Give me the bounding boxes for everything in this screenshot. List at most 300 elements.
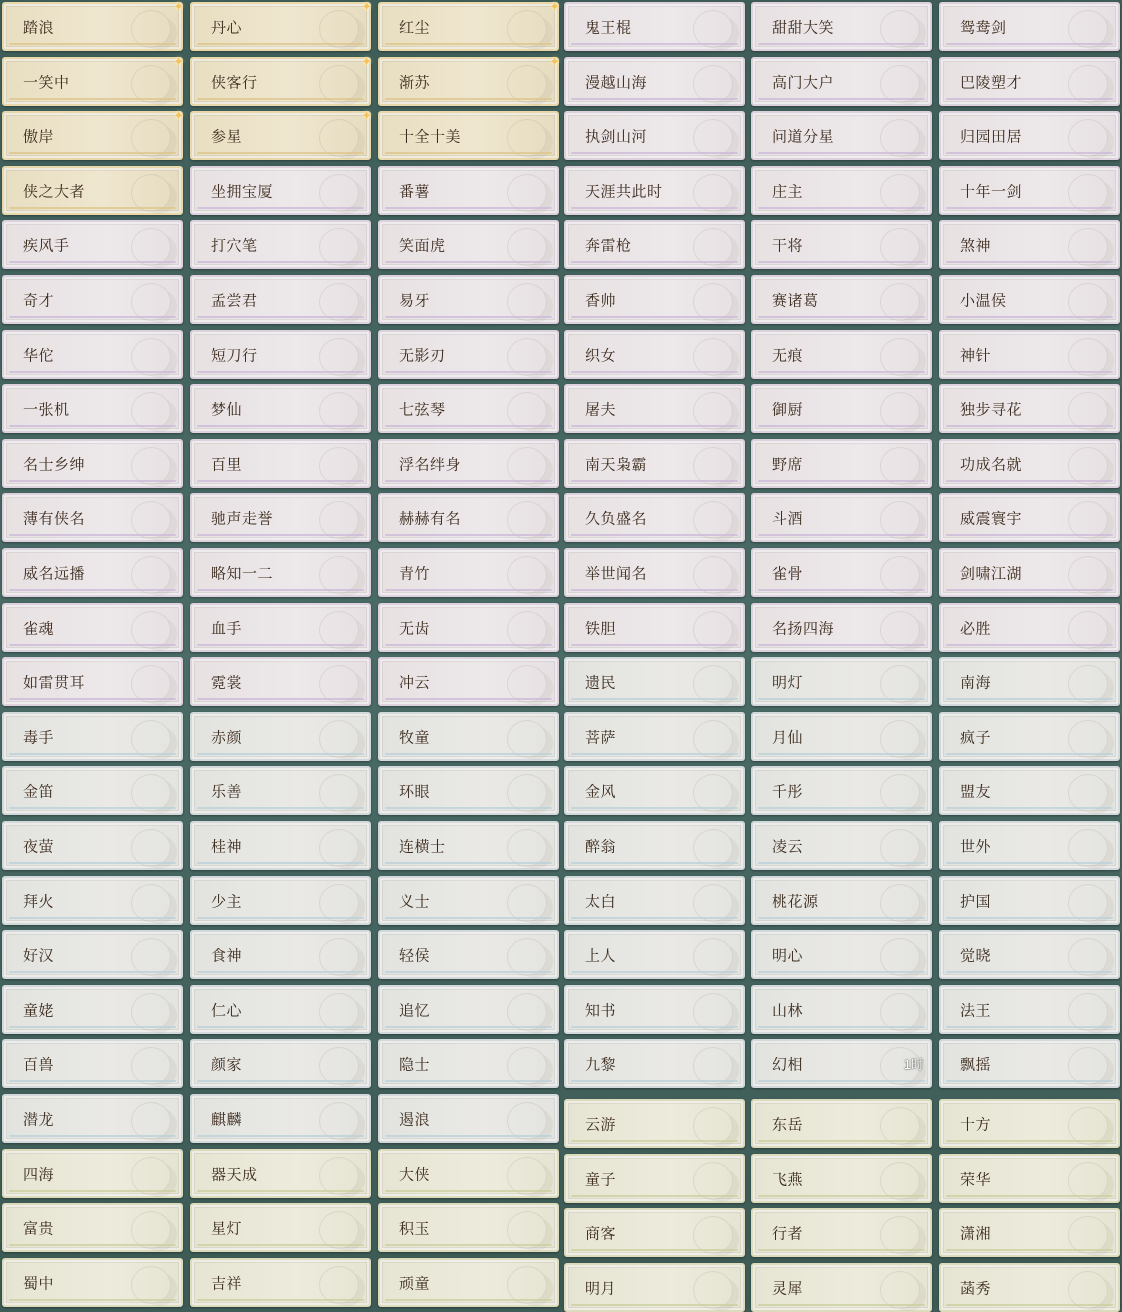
title-tile[interactable] bbox=[564, 876, 745, 925]
title-tile[interactable] bbox=[2, 985, 183, 1034]
title-name: 必胜 bbox=[960, 620, 992, 637]
title-tile[interactable] bbox=[2, 712, 183, 761]
title-tile[interactable] bbox=[2, 2, 183, 51]
title-tile[interactable] bbox=[939, 220, 1120, 269]
cloud-pattern-icon bbox=[507, 228, 547, 266]
title-tile[interactable] bbox=[564, 111, 745, 160]
title-name: 云游 bbox=[585, 1116, 617, 1133]
title-tile[interactable] bbox=[939, 930, 1120, 979]
title-tile[interactable] bbox=[939, 1099, 1120, 1148]
cloud-pattern-icon bbox=[507, 1047, 547, 1085]
title-name: 疯子 bbox=[960, 729, 992, 746]
title-tile[interactable] bbox=[751, 548, 932, 597]
title-tile[interactable] bbox=[190, 1258, 371, 1307]
title-name: 毒手 bbox=[23, 729, 55, 746]
title-name: 南天枭霸 bbox=[585, 456, 648, 473]
title-name: 赛诸葛 bbox=[772, 292, 819, 309]
title-name: 奇才 bbox=[23, 292, 55, 309]
title-name: 煞神 bbox=[960, 237, 992, 254]
cloud-pattern-icon bbox=[507, 65, 547, 103]
title-tile[interactable] bbox=[564, 275, 745, 324]
cloud-pattern-icon bbox=[880, 884, 920, 922]
title-tile[interactable] bbox=[751, 766, 932, 815]
title-tile[interactable] bbox=[190, 657, 371, 706]
cloud-pattern-icon bbox=[693, 10, 733, 48]
title-tile[interactable] bbox=[939, 985, 1120, 1034]
title-name: 乐善 bbox=[211, 783, 243, 800]
title-tile[interactable] bbox=[378, 2, 559, 51]
title-name: 小温侯 bbox=[960, 292, 1007, 309]
cloud-pattern-icon bbox=[693, 774, 733, 812]
title-name: 巴陵塑才 bbox=[960, 74, 1023, 91]
title-tile[interactable] bbox=[564, 1099, 745, 1148]
title-name: 一笑中 bbox=[23, 74, 70, 91]
title-name: 剑啸江湖 bbox=[960, 565, 1023, 582]
title-tile[interactable] bbox=[190, 1203, 371, 1252]
cloud-pattern-icon bbox=[880, 338, 920, 376]
title-tile[interactable] bbox=[751, 712, 932, 761]
cloud-pattern-icon bbox=[693, 65, 733, 103]
title-tile[interactable] bbox=[190, 548, 371, 597]
title-tile[interactable] bbox=[2, 220, 183, 269]
title-tile[interactable] bbox=[378, 220, 559, 269]
title-tile[interactable] bbox=[751, 439, 932, 488]
title-name: 如雷贯耳 bbox=[23, 674, 86, 691]
cloud-pattern-icon bbox=[131, 774, 171, 812]
title-tile[interactable] bbox=[751, 275, 932, 324]
cloud-pattern-icon bbox=[1068, 119, 1108, 157]
cloud-pattern-icon bbox=[507, 1266, 547, 1304]
title-name: 上人 bbox=[585, 947, 617, 964]
title-tile[interactable] bbox=[378, 603, 559, 652]
title-name: 颜家 bbox=[211, 1056, 243, 1073]
title-tile[interactable] bbox=[378, 330, 559, 379]
title-tile[interactable] bbox=[564, 985, 745, 1034]
title-name: 灵犀 bbox=[772, 1280, 804, 1297]
title-name: 世外 bbox=[960, 838, 992, 855]
cloud-pattern-icon bbox=[1068, 993, 1108, 1031]
title-tile[interactable] bbox=[564, 712, 745, 761]
cloud-pattern-icon bbox=[880, 556, 920, 594]
cloud-pattern-icon bbox=[880, 392, 920, 430]
title-tile[interactable] bbox=[939, 166, 1120, 215]
title-tile[interactable] bbox=[378, 1094, 559, 1143]
title-tile[interactable] bbox=[378, 930, 559, 979]
title-tile[interactable] bbox=[751, 384, 932, 433]
title-tile[interactable] bbox=[190, 220, 371, 269]
cloud-pattern-icon bbox=[131, 556, 171, 594]
title-name: 功成名就 bbox=[960, 456, 1023, 473]
cloud-pattern-icon bbox=[319, 1157, 359, 1195]
title-tile[interactable] bbox=[751, 1154, 932, 1203]
title-name: 潜龙 bbox=[23, 1111, 55, 1128]
title-tile[interactable] bbox=[2, 1094, 183, 1143]
title-name: 桃花源 bbox=[772, 893, 819, 910]
cloud-pattern-icon bbox=[507, 174, 547, 212]
title-name: 金笛 bbox=[23, 783, 55, 800]
title-tile[interactable] bbox=[378, 1258, 559, 1307]
title-name: 神针 bbox=[960, 347, 992, 364]
title-tile[interactable] bbox=[751, 985, 932, 1034]
cloud-pattern-icon bbox=[1068, 774, 1108, 812]
title-tile[interactable] bbox=[939, 657, 1120, 706]
title-name: 四海 bbox=[23, 1166, 55, 1183]
title-tile[interactable] bbox=[564, 548, 745, 597]
title-tile[interactable] bbox=[751, 57, 932, 106]
title-name: 番薯 bbox=[399, 183, 431, 200]
title-name: 名士乡绅 bbox=[23, 456, 86, 473]
title-name: 少主 bbox=[211, 893, 243, 910]
title-tile[interactable] bbox=[564, 766, 745, 815]
title-name: 高门大户 bbox=[772, 74, 835, 91]
title-tile[interactable] bbox=[2, 275, 183, 324]
cloud-pattern-icon bbox=[880, 938, 920, 976]
title-tile[interactable] bbox=[190, 821, 371, 870]
title-tile[interactable] bbox=[939, 603, 1120, 652]
title-tile[interactable] bbox=[2, 548, 183, 597]
title-tile[interactable] bbox=[190, 330, 371, 379]
title-tile[interactable] bbox=[190, 1094, 371, 1143]
cloud-pattern-icon bbox=[1068, 829, 1108, 867]
title-tile[interactable] bbox=[190, 439, 371, 488]
title-name: 法王 bbox=[960, 1002, 992, 1019]
cloud-pattern-icon bbox=[507, 1102, 547, 1140]
cloud-pattern-icon bbox=[1068, 1107, 1108, 1145]
title-tile[interactable] bbox=[378, 876, 559, 925]
title-name: 一张机 bbox=[23, 401, 70, 418]
title-tile[interactable] bbox=[378, 712, 559, 761]
title-name: 无齿 bbox=[399, 620, 431, 637]
cloud-pattern-icon bbox=[693, 720, 733, 758]
title-tile[interactable] bbox=[751, 220, 932, 269]
cloud-pattern-icon bbox=[131, 665, 171, 703]
sparkle-icon: ✦ bbox=[549, 0, 560, 14]
cloud-pattern-icon bbox=[880, 447, 920, 485]
title-tile[interactable] bbox=[190, 985, 371, 1034]
title-tile[interactable] bbox=[939, 330, 1120, 379]
title-name: 仁心 bbox=[211, 1002, 243, 1019]
cloud-pattern-icon bbox=[131, 174, 171, 212]
title-tile[interactable] bbox=[564, 57, 745, 106]
cloud-pattern-icon bbox=[693, 1216, 733, 1254]
title-tile[interactable] bbox=[564, 1154, 745, 1203]
title-tile[interactable] bbox=[190, 712, 371, 761]
title-tile[interactable] bbox=[751, 603, 932, 652]
title-tile[interactable] bbox=[190, 384, 371, 433]
cloud-pattern-icon bbox=[693, 993, 733, 1031]
title-tile[interactable] bbox=[378, 766, 559, 815]
cloud-pattern-icon bbox=[131, 1211, 171, 1249]
title-tile[interactable] bbox=[751, 876, 932, 925]
title-name: 问道分星 bbox=[772, 128, 835, 145]
title-tile[interactable] bbox=[751, 1099, 932, 1148]
title-tile[interactable] bbox=[564, 493, 745, 542]
cloud-pattern-icon bbox=[1068, 228, 1108, 266]
cloud-pattern-icon bbox=[507, 774, 547, 812]
title-tile[interactable] bbox=[190, 108, 372, 160]
title-tile[interactable] bbox=[751, 821, 932, 870]
title-tile[interactable] bbox=[190, 275, 371, 324]
title-tile[interactable] bbox=[190, 1039, 371, 1088]
title-name: 侠之大者 bbox=[23, 183, 86, 200]
cloud-pattern-icon bbox=[319, 884, 359, 922]
title-tile[interactable] bbox=[2, 1203, 183, 1252]
sparkle-icon: ✦ bbox=[173, 108, 184, 123]
title-tile[interactable] bbox=[2, 1258, 183, 1307]
title-tile[interactable] bbox=[2, 1039, 183, 1088]
title-name: 十年一剑 bbox=[960, 183, 1023, 200]
title-name: 坐拥宝厦 bbox=[211, 183, 274, 200]
title-name: 醉翁 bbox=[585, 838, 617, 855]
cloud-pattern-icon bbox=[131, 938, 171, 976]
title-tile[interactable] bbox=[2, 876, 183, 925]
title-tile[interactable] bbox=[564, 1263, 745, 1312]
cloud-pattern-icon bbox=[693, 1047, 733, 1085]
title-name: 红尘 bbox=[399, 19, 431, 36]
title-name: 驰声走誉 bbox=[211, 510, 274, 527]
title-name: 赤颜 bbox=[211, 729, 243, 746]
title-name: 略知一二 bbox=[211, 565, 274, 582]
title-name: 屠夫 bbox=[585, 401, 617, 418]
cloud-pattern-icon bbox=[693, 174, 733, 212]
cloud-pattern-icon bbox=[693, 884, 733, 922]
cloud-pattern-icon bbox=[131, 338, 171, 376]
sparkle-icon: ✦ bbox=[361, 54, 372, 69]
title-tile[interactable] bbox=[751, 493, 932, 542]
title-tile[interactable] bbox=[378, 1039, 559, 1088]
cloud-pattern-icon bbox=[693, 228, 733, 266]
title-name: 御厨 bbox=[772, 401, 804, 418]
cloud-pattern-icon bbox=[880, 501, 920, 539]
title-tile[interactable] bbox=[564, 1039, 745, 1088]
title-name: 威名远播 bbox=[23, 565, 86, 582]
cloud-pattern-icon bbox=[1068, 501, 1108, 539]
title-tile[interactable] bbox=[2, 821, 183, 870]
title-tile[interactable] bbox=[2, 493, 183, 542]
title-tile[interactable] bbox=[378, 111, 559, 160]
cloud-pattern-icon bbox=[880, 283, 920, 321]
cloud-pattern-icon bbox=[1068, 338, 1108, 376]
cloud-pattern-icon bbox=[319, 501, 359, 539]
title-tile[interactable] bbox=[2, 330, 183, 379]
title-tile[interactable] bbox=[939, 1263, 1120, 1312]
title-tile[interactable] bbox=[190, 2, 371, 51]
title-name: 童子 bbox=[585, 1171, 617, 1188]
title-name: 薄有侠名 bbox=[23, 510, 86, 527]
cloud-pattern-icon bbox=[131, 228, 171, 266]
title-tile[interactable] bbox=[564, 166, 745, 215]
title-tile[interactable] bbox=[751, 1039, 932, 1088]
cloud-pattern-icon bbox=[319, 447, 359, 485]
title-tile[interactable] bbox=[2, 1149, 183, 1198]
title-tile[interactable] bbox=[751, 930, 932, 979]
title-name: 南海 bbox=[960, 674, 992, 691]
cloud-pattern-icon bbox=[319, 1047, 359, 1085]
title-name: 遗民 bbox=[585, 674, 617, 691]
title-tile[interactable] bbox=[378, 439, 559, 488]
title-tile[interactable] bbox=[939, 1154, 1120, 1203]
cloud-pattern-icon bbox=[693, 556, 733, 594]
title-tile[interactable] bbox=[378, 985, 559, 1034]
title-name: 知书 bbox=[585, 1002, 617, 1019]
title-tile[interactable] bbox=[939, 1208, 1120, 1257]
cloud-pattern-icon bbox=[319, 1211, 359, 1249]
title-tile[interactable] bbox=[564, 330, 745, 379]
title-tile[interactable] bbox=[190, 493, 371, 542]
cloud-pattern-icon bbox=[507, 829, 547, 867]
cloud-pattern-icon bbox=[319, 10, 359, 48]
title-tile[interactable] bbox=[939, 766, 1120, 815]
title-tile[interactable] bbox=[2, 439, 183, 488]
title-tile[interactable] bbox=[378, 821, 559, 870]
title-tile[interactable] bbox=[564, 657, 745, 706]
title-tile[interactable] bbox=[378, 657, 559, 706]
title-tile[interactable] bbox=[190, 166, 371, 215]
cloud-pattern-icon bbox=[507, 501, 547, 539]
title-name: 华佗 bbox=[23, 347, 55, 364]
title-name: 环眼 bbox=[399, 783, 431, 800]
cloud-pattern-icon bbox=[131, 1102, 171, 1140]
title-tile[interactable] bbox=[564, 439, 745, 488]
cloud-pattern-icon bbox=[507, 283, 547, 321]
title-name: 隐士 bbox=[399, 1056, 431, 1073]
title-name: 潇湘 bbox=[960, 1225, 992, 1242]
title-tile[interactable] bbox=[2, 766, 183, 815]
title-tile[interactable] bbox=[751, 1208, 932, 1257]
title-name: 名扬四海 bbox=[772, 620, 835, 637]
title-tile[interactable] bbox=[2, 930, 183, 979]
title-name: 野席 bbox=[772, 456, 804, 473]
title-tile[interactable] bbox=[939, 493, 1120, 542]
title-tile[interactable] bbox=[939, 821, 1120, 870]
title-tile[interactable] bbox=[751, 2, 932, 51]
cloud-pattern-icon bbox=[319, 993, 359, 1031]
time-badge: 1时 bbox=[903, 1057, 924, 1072]
title-name: 富贵 bbox=[23, 1220, 55, 1237]
cloud-pattern-icon bbox=[1068, 447, 1108, 485]
title-tile[interactable] bbox=[564, 603, 745, 652]
cloud-pattern-icon bbox=[1068, 283, 1108, 321]
title-tile[interactable] bbox=[564, 930, 745, 979]
title-name: 盟友 bbox=[960, 783, 992, 800]
title-tile[interactable] bbox=[939, 1039, 1120, 1088]
title-name: 荣华 bbox=[960, 1171, 992, 1188]
cloud-pattern-icon bbox=[131, 1157, 171, 1195]
title-tile[interactable] bbox=[2, 108, 184, 160]
title-tile[interactable] bbox=[2, 603, 183, 652]
cloud-pattern-icon bbox=[693, 283, 733, 321]
title-tile[interactable] bbox=[939, 712, 1120, 761]
title-tile[interactable] bbox=[564, 2, 745, 51]
title-tile[interactable] bbox=[190, 603, 371, 652]
title-name: 笑面虎 bbox=[399, 237, 446, 254]
title-name: 明月 bbox=[585, 1280, 617, 1297]
cloud-pattern-icon bbox=[319, 65, 359, 103]
title-tile[interactable] bbox=[378, 54, 560, 106]
title-name: 无痕 bbox=[772, 347, 804, 364]
title-name: 麒麟 bbox=[211, 1111, 243, 1128]
title-tile[interactable] bbox=[378, 548, 559, 597]
title-tile[interactable] bbox=[751, 111, 932, 160]
title-name: 执剑山河 bbox=[585, 128, 648, 145]
title-tile[interactable] bbox=[564, 384, 745, 433]
title-tile[interactable] bbox=[378, 493, 559, 542]
title-tile[interactable] bbox=[751, 166, 932, 215]
title-tile[interactable] bbox=[939, 439, 1120, 488]
title-tile[interactable] bbox=[2, 54, 184, 106]
title-name: 漫越山海 bbox=[585, 74, 648, 91]
title-tile[interactable] bbox=[2, 166, 183, 215]
title-tile[interactable] bbox=[2, 657, 183, 706]
cloud-pattern-icon bbox=[1068, 884, 1108, 922]
title-tile[interactable] bbox=[2, 384, 183, 433]
title-tile[interactable] bbox=[939, 548, 1120, 597]
title-tile[interactable] bbox=[564, 220, 745, 269]
cloud-pattern-icon bbox=[319, 1102, 359, 1140]
title-name: 织女 bbox=[585, 347, 617, 364]
title-tile[interactable] bbox=[564, 821, 745, 870]
cloud-pattern-icon bbox=[131, 65, 171, 103]
title-tile[interactable] bbox=[751, 330, 932, 379]
cloud-pattern-icon bbox=[319, 119, 359, 157]
title-name: 菩萨 bbox=[585, 729, 617, 746]
cloud-pattern-icon bbox=[131, 720, 171, 758]
title-name: 太白 bbox=[585, 893, 617, 910]
cloud-pattern-icon bbox=[319, 665, 359, 703]
title-name: 幻相 bbox=[772, 1056, 804, 1073]
cloud-pattern-icon bbox=[1068, 1216, 1108, 1254]
title-tile[interactable] bbox=[190, 1149, 371, 1198]
title-name: 无影刃 bbox=[399, 347, 446, 364]
title-tile[interactable] bbox=[378, 1203, 559, 1252]
title-tile[interactable] bbox=[190, 766, 371, 815]
title-tile[interactable] bbox=[939, 2, 1120, 51]
title-name: 雀魂 bbox=[23, 620, 55, 637]
title-tile[interactable] bbox=[190, 54, 372, 106]
cloud-pattern-icon bbox=[1068, 556, 1108, 594]
title-tile[interactable] bbox=[378, 384, 559, 433]
cloud-pattern-icon bbox=[319, 338, 359, 376]
cloud-pattern-icon bbox=[319, 392, 359, 430]
title-tile[interactable] bbox=[378, 166, 559, 215]
title-name: 威震寰宇 bbox=[960, 510, 1023, 527]
title-tile[interactable] bbox=[751, 657, 932, 706]
title-name: 冲云 bbox=[399, 674, 431, 691]
title-tile[interactable] bbox=[190, 930, 371, 979]
title-tile[interactable] bbox=[378, 1149, 559, 1198]
title-tile[interactable] bbox=[378, 275, 559, 324]
cloud-pattern-icon bbox=[131, 1266, 171, 1304]
cloud-pattern-icon bbox=[507, 938, 547, 976]
title-name: 庄主 bbox=[772, 183, 804, 200]
title-tile[interactable] bbox=[190, 876, 371, 925]
cloud-pattern-icon bbox=[131, 392, 171, 430]
title-name: 奔雷枪 bbox=[585, 237, 632, 254]
title-name: 星灯 bbox=[211, 1220, 243, 1237]
title-tile[interactable] bbox=[939, 275, 1120, 324]
title-tile[interactable] bbox=[939, 57, 1120, 106]
title-name: 百兽 bbox=[23, 1056, 55, 1073]
title-name: 积玉 bbox=[399, 1220, 431, 1237]
title-tile[interactable] bbox=[939, 876, 1120, 925]
title-tile[interactable] bbox=[751, 1263, 932, 1312]
title-name: 遏浪 bbox=[399, 1111, 431, 1128]
title-tile[interactable] bbox=[564, 1208, 745, 1257]
title-tile[interactable] bbox=[939, 111, 1120, 160]
cloud-pattern-icon bbox=[693, 1162, 733, 1200]
title-tile[interactable] bbox=[939, 384, 1120, 433]
cloud-pattern-icon bbox=[693, 611, 733, 649]
